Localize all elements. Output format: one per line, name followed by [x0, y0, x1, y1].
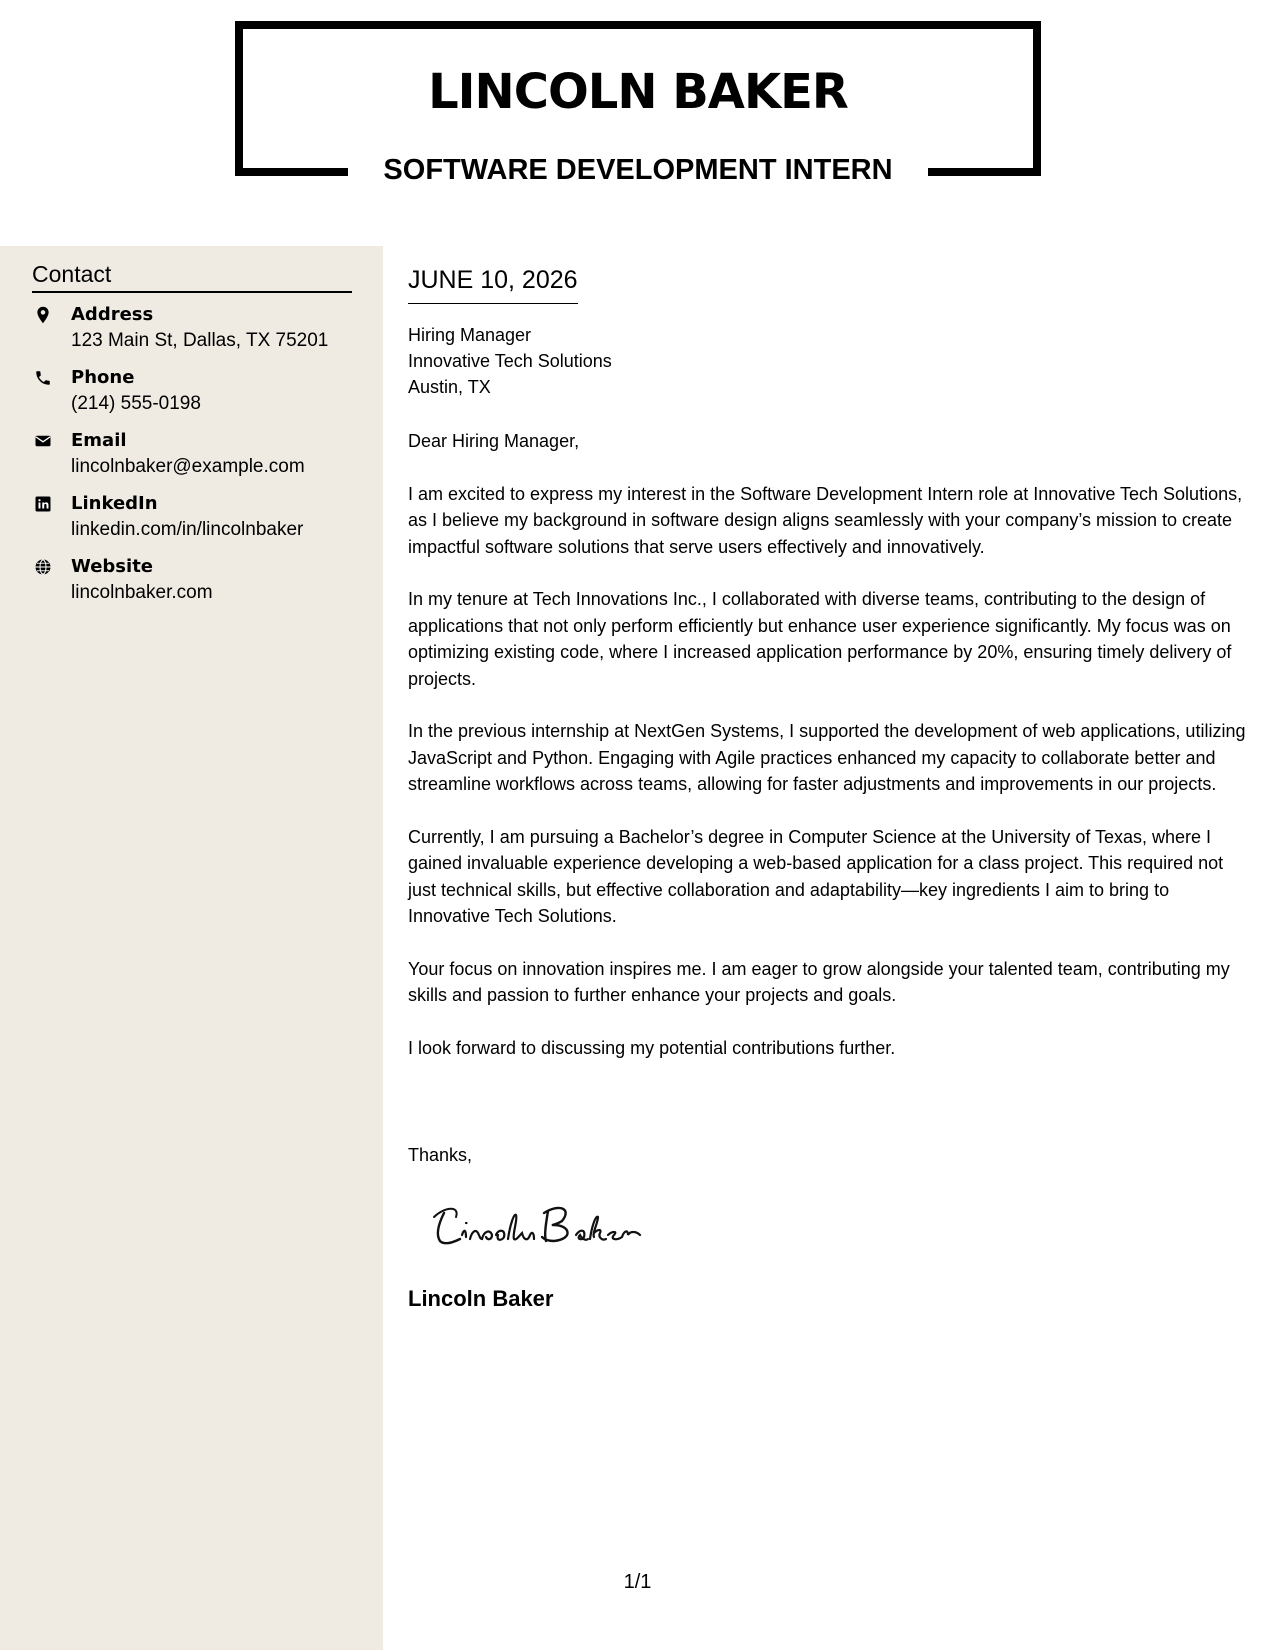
letter-body — [408, 428, 1250, 1087]
contact-value: linkedin.com/in/lincolnbaker — [71, 519, 304, 540]
letter-paragraph: I am excited to express my interest in the Software Development Intern role at Innovative Tech Solutions, as I believe my background in software design aligns seamlessly with your company’s mission to create impactful software solutions that serve users effectively and innovatively. — [408, 483, 1243, 557]
job-title: SOFTWARE DEVELOPMENT INTERN — [383, 154, 893, 186]
applicant-name: LINCOLN BAKER — [428, 64, 848, 120]
letter-paragraph: In my tenure at Tech Innovations Inc., I collaborated with diverse teams, contributing to the design of applications that not only perform efficiently but enhance user experience significantly. My focus was on optimizing existing code, where I increased application performance by 20%, ensuring timely delivery of projects. — [408, 589, 1232, 689]
contact-label: Email — [71, 430, 127, 451]
letter-paragraph: Your focus on innovation inspires me. I am eager to grow alongside your talented team, contributing my skills and passion to further enhance your projects and goals. — [408, 958, 1230, 1005]
contact-value: (214) 555-0198 — [71, 393, 201, 414]
recipient-line: Austin, TX — [408, 377, 491, 397]
linkedin-icon — [34, 495, 52, 513]
closing: Thanks, — [408, 1145, 473, 1165]
recipient-block — [408, 322, 612, 400]
frame-top-border — [235, 21, 1041, 29]
letter-paragraph: I look forward to discussing my potential contributions further. — [408, 1037, 896, 1058]
globe-icon — [34, 558, 52, 576]
envelope-icon — [34, 432, 52, 450]
greeting: Dear Hiring Manager, — [408, 431, 580, 451]
letter-paragraph: Currently, I am pursuing a Bachelor’s degree in Computer Science at the University of Texas, where I gained invaluable experience developing a web-based application for a class project. This required not just technical skills, but effective collaboration and adaptability—key ingredients I aim to bring to Innovative Tech Solutions. — [408, 826, 1224, 926]
letter-paragraph: In the previous internship at NextGen Systems, I supported the development of web applications, utilizing JavaScript and Python. Engaging with Agile practices enhanced my capacity to collaborate better and streamline workflows across teams, allowing for faster adjustments and improvements in our projects. — [408, 721, 1246, 794]
contact-heading: Contact — [32, 258, 352, 293]
contact-label: LinkedIn — [71, 493, 158, 514]
contact-label: Website — [71, 556, 154, 577]
map-pin-icon — [34, 306, 52, 324]
contact-label: Phone — [71, 367, 135, 388]
letter-date: JUNE 10, 2026 — [408, 263, 578, 304]
signed-name: Lincoln Baker — [408, 1286, 554, 1311]
phone-icon — [34, 369, 52, 387]
signature-image — [430, 1195, 650, 1255]
recipient-line: Hiring Manager — [408, 325, 532, 345]
contact-value: lincolnbaker.com — [71, 582, 213, 603]
page-number: 1/1 — [623, 1571, 652, 1593]
contact-value: 123 Main St, Dallas, TX 75201 — [71, 330, 329, 351]
recipient-line: Innovative Tech Solutions — [408, 351, 612, 371]
contact-label: Address — [71, 304, 154, 325]
contact-value: lincolnbaker@example.com — [71, 456, 305, 477]
